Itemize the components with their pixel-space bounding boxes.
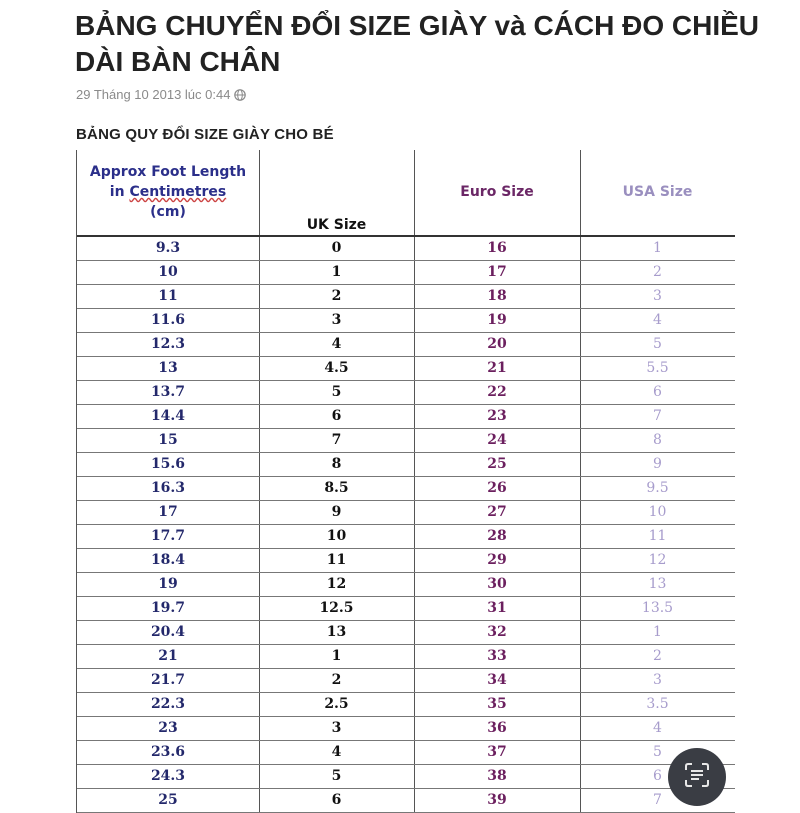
usa-size-cell: 12 xyxy=(648,552,667,568)
column-divider xyxy=(259,573,260,596)
euro-size-cell: 32 xyxy=(487,624,507,640)
column-divider xyxy=(414,150,415,235)
uk-size-cell: 0 xyxy=(331,240,342,256)
column-divider xyxy=(259,381,260,404)
uk-size-cell: 7 xyxy=(331,432,342,448)
column-divider xyxy=(580,405,581,428)
uk-size-cell: 4 xyxy=(331,336,342,352)
column-divider xyxy=(580,717,581,740)
usa-size-cell: 4 xyxy=(653,312,662,328)
usa-size-cell: 13 xyxy=(648,576,667,592)
column-divider xyxy=(580,621,581,644)
usa-size-cell: 2 xyxy=(653,648,662,664)
column-divider xyxy=(259,789,260,812)
euro-size-cell: 21 xyxy=(487,360,507,376)
uk-size-cell: 13 xyxy=(326,624,347,640)
column-divider xyxy=(259,717,260,740)
euro-size-cell: 19 xyxy=(487,312,507,328)
usa-size-cell: 5 xyxy=(653,336,662,352)
uk-size-cell: 4.5 xyxy=(324,360,349,376)
foot-length-cell: 21.7 xyxy=(150,672,186,688)
column-divider xyxy=(259,261,260,284)
column-divider xyxy=(580,237,581,260)
column-divider xyxy=(580,549,581,572)
table-row xyxy=(77,597,735,621)
column-divider xyxy=(414,717,415,740)
column-divider xyxy=(414,309,415,332)
table-subtitle: BẢNG QUY ĐỔI SIZE GIÀY CHO BÉ xyxy=(76,126,334,143)
foot-length-cell: 19 xyxy=(158,576,178,592)
foot-length-cell: 23.6 xyxy=(150,744,186,760)
uk-size-cell: 10 xyxy=(326,528,347,544)
column-divider xyxy=(414,261,415,284)
table-row xyxy=(77,693,735,717)
column-divider xyxy=(580,333,581,356)
uk-size-cell: 12.5 xyxy=(319,600,354,616)
usa-size-cell: 6 xyxy=(653,384,662,400)
euro-size-cell: 17 xyxy=(487,264,507,280)
uk-size-cell: 5 xyxy=(331,384,342,400)
uk-size-cell: 5 xyxy=(331,768,342,784)
foot-length-cell: 15.6 xyxy=(150,456,186,472)
usa-size-cell: 13.5 xyxy=(641,600,674,616)
table-row xyxy=(77,405,735,429)
column-divider xyxy=(414,477,415,500)
uk-size-cell: 2 xyxy=(331,672,342,688)
euro-size-cell: 36 xyxy=(487,720,507,736)
foot-length-cell: 17 xyxy=(158,504,178,520)
foot-length-cell: 13 xyxy=(158,360,178,376)
table-row xyxy=(77,765,735,789)
column-divider xyxy=(259,693,260,716)
column-divider xyxy=(259,765,260,788)
uk-size-cell: 3 xyxy=(331,720,342,736)
euro-size-cell: 16 xyxy=(487,240,507,256)
table-row xyxy=(77,477,735,501)
foot-length-cell: 20.4 xyxy=(150,624,186,640)
foot-length-cell: 24.3 xyxy=(150,768,186,784)
table-body xyxy=(77,237,735,813)
uk-size-cell: 12 xyxy=(326,576,347,592)
usa-size-cell: 3.5 xyxy=(646,696,669,712)
usa-size-cell: 6 xyxy=(653,768,662,784)
column-divider xyxy=(580,357,581,380)
column-divider xyxy=(414,765,415,788)
table-row xyxy=(77,789,735,813)
usa-size-cell: 2 xyxy=(653,264,662,280)
euro-size-cell: 31 xyxy=(487,600,507,616)
euro-size-cell: 35 xyxy=(487,696,507,712)
column-divider xyxy=(259,741,260,764)
euro-size-cell: 23 xyxy=(487,408,507,424)
table-row xyxy=(77,357,735,381)
column-divider xyxy=(414,669,415,692)
column-divider xyxy=(259,405,260,428)
column-divider xyxy=(414,645,415,668)
usa-size-cell: 1 xyxy=(653,624,662,640)
column-divider xyxy=(580,501,581,524)
column-divider xyxy=(414,405,415,428)
euro-size-cell: 30 xyxy=(487,576,507,592)
column-divider xyxy=(580,285,581,308)
usa-size-cell: 9.5 xyxy=(646,480,669,496)
size-conversion-table xyxy=(76,150,735,813)
euro-size-cell: 37 xyxy=(487,744,507,760)
euro-size-cell: 39 xyxy=(487,792,507,808)
table-row xyxy=(77,285,735,309)
column-divider xyxy=(414,741,415,764)
usa-size-cell: 5 xyxy=(653,744,662,760)
table-row xyxy=(77,669,735,693)
column-divider xyxy=(414,525,415,548)
column-divider xyxy=(414,789,415,812)
column-divider xyxy=(580,669,581,692)
table-row xyxy=(77,741,735,765)
table-header xyxy=(77,150,735,237)
column-divider xyxy=(259,597,260,620)
euro-size-cell: 26 xyxy=(487,480,507,496)
post-meta xyxy=(76,87,246,102)
column-divider xyxy=(414,285,415,308)
column-divider xyxy=(580,765,581,788)
usa-size-cell: 7 xyxy=(653,792,662,808)
column-divider xyxy=(580,381,581,404)
table-row xyxy=(77,621,735,645)
column-divider xyxy=(580,429,581,452)
column-divider xyxy=(580,150,581,235)
column-divider xyxy=(580,309,581,332)
column-divider xyxy=(259,453,260,476)
header-uk-size: UK Size xyxy=(306,217,367,233)
table-row xyxy=(77,309,735,333)
euro-size-cell: 38 xyxy=(487,768,507,784)
column-divider xyxy=(414,381,415,404)
uk-size-cell: 1 xyxy=(331,264,342,280)
column-divider xyxy=(414,453,415,476)
euro-size-cell: 24 xyxy=(487,432,507,448)
euro-size-cell: 29 xyxy=(487,552,507,568)
column-divider xyxy=(414,501,415,524)
header-foot-length: Approx Foot Length in Centimetres (cm) xyxy=(89,164,247,220)
table-row xyxy=(77,573,735,597)
euro-size-cell: 20 xyxy=(487,336,507,352)
post-date[interactable]: 29 Tháng 10 2013 lúc 0:44 xyxy=(76,87,231,102)
uk-size-cell: 1 xyxy=(331,648,342,664)
column-divider xyxy=(259,669,260,692)
foot-length-cell: 9.3 xyxy=(155,240,181,256)
usa-size-cell: 10 xyxy=(648,504,667,520)
table-row xyxy=(77,237,735,261)
column-divider xyxy=(580,573,581,596)
foot-length-cell: 23 xyxy=(158,720,178,736)
column-divider xyxy=(580,597,581,620)
column-divider xyxy=(259,150,260,235)
foot-length-cell: 14.4 xyxy=(150,408,186,424)
euro-size-cell: 22 xyxy=(487,384,507,400)
table-row xyxy=(77,549,735,573)
column-divider xyxy=(259,429,260,452)
euro-size-cell: 18 xyxy=(487,288,507,304)
uk-size-cell: 6 xyxy=(331,408,342,424)
uk-size-cell: 8.5 xyxy=(324,480,349,496)
uk-size-cell: 2.5 xyxy=(324,696,349,712)
usa-size-cell: 4 xyxy=(653,720,662,736)
column-divider xyxy=(580,693,581,716)
table-row xyxy=(77,645,735,669)
column-divider xyxy=(259,549,260,572)
foot-length-cell: 13.7 xyxy=(150,384,186,400)
foot-length-cell: 22.3 xyxy=(150,696,186,712)
foot-length-cell: 11.6 xyxy=(150,312,186,328)
foot-length-cell: 11 xyxy=(158,288,178,304)
euro-size-cell: 27 xyxy=(487,504,507,520)
table-row xyxy=(77,525,735,549)
column-divider xyxy=(259,333,260,356)
uk-size-cell: 3 xyxy=(331,312,342,328)
uk-size-cell: 2 xyxy=(331,288,342,304)
table-row xyxy=(77,453,735,477)
foot-length-cell: 10 xyxy=(158,264,178,280)
column-divider xyxy=(259,525,260,548)
uk-size-cell: 9 xyxy=(331,504,342,520)
column-divider xyxy=(414,573,415,596)
column-divider xyxy=(580,645,581,668)
foot-length-cell: 21 xyxy=(158,648,178,664)
header-euro-size: Euro Size xyxy=(460,184,534,200)
column-divider xyxy=(414,549,415,572)
scan-text-icon xyxy=(683,761,711,794)
column-divider xyxy=(259,621,260,644)
column-divider xyxy=(414,357,415,380)
foot-length-cell: 15 xyxy=(158,432,178,448)
column-divider xyxy=(580,789,581,812)
foot-length-cell: 18.4 xyxy=(150,552,186,568)
table-row xyxy=(77,381,735,405)
column-divider xyxy=(259,237,260,260)
column-divider xyxy=(580,741,581,764)
euro-size-cell: 34 xyxy=(487,672,507,688)
column-divider xyxy=(259,285,260,308)
usa-size-cell: 1 xyxy=(653,240,662,256)
foot-length-cell: 12.3 xyxy=(150,336,186,352)
foot-length-cell: 16.3 xyxy=(150,480,186,496)
usa-size-cell: 11 xyxy=(648,528,667,544)
column-divider xyxy=(580,453,581,476)
usa-size-cell: 5.5 xyxy=(646,360,669,376)
column-divider xyxy=(259,501,260,524)
header-usa-size: USA Size xyxy=(622,184,693,200)
foot-length-cell: 25 xyxy=(158,792,178,808)
table-row xyxy=(77,717,735,741)
euro-size-cell: 33 xyxy=(487,648,507,664)
page-title: BẢNG CHUYỂN ĐỔI SIZE GIÀY và CÁCH ĐO CHIỀU DÀI BÀN CHÂN xyxy=(75,10,760,77)
foot-length-cell: 19.7 xyxy=(150,600,186,616)
scan-text-button[interactable] xyxy=(668,748,726,806)
uk-size-cell: 11 xyxy=(326,552,347,568)
column-divider xyxy=(414,237,415,260)
table-row xyxy=(77,501,735,525)
usa-size-cell: 3 xyxy=(653,288,662,304)
uk-size-cell: 6 xyxy=(331,792,342,808)
column-divider xyxy=(580,477,581,500)
column-divider xyxy=(580,261,581,284)
usa-size-cell: 9 xyxy=(653,456,662,472)
uk-size-cell: 4 xyxy=(331,744,342,760)
table-row xyxy=(77,429,735,453)
column-divider xyxy=(259,645,260,668)
column-divider xyxy=(414,693,415,716)
euro-size-cell: 28 xyxy=(487,528,507,544)
column-divider xyxy=(414,621,415,644)
table-row xyxy=(77,261,735,285)
usa-size-cell: 3 xyxy=(653,672,662,688)
table-row xyxy=(77,333,735,357)
column-divider xyxy=(414,333,415,356)
usa-size-cell: 7 xyxy=(653,408,662,424)
column-divider xyxy=(259,357,260,380)
column-divider xyxy=(414,429,415,452)
usa-size-cell: 8 xyxy=(653,432,662,448)
uk-size-cell: 8 xyxy=(331,456,342,472)
column-divider xyxy=(414,597,415,620)
column-divider xyxy=(580,525,581,548)
euro-size-cell: 25 xyxy=(487,456,507,472)
column-divider xyxy=(259,477,260,500)
column-divider xyxy=(259,309,260,332)
foot-length-cell: 17.7 xyxy=(150,528,186,544)
globe-icon[interactable] xyxy=(234,89,246,101)
